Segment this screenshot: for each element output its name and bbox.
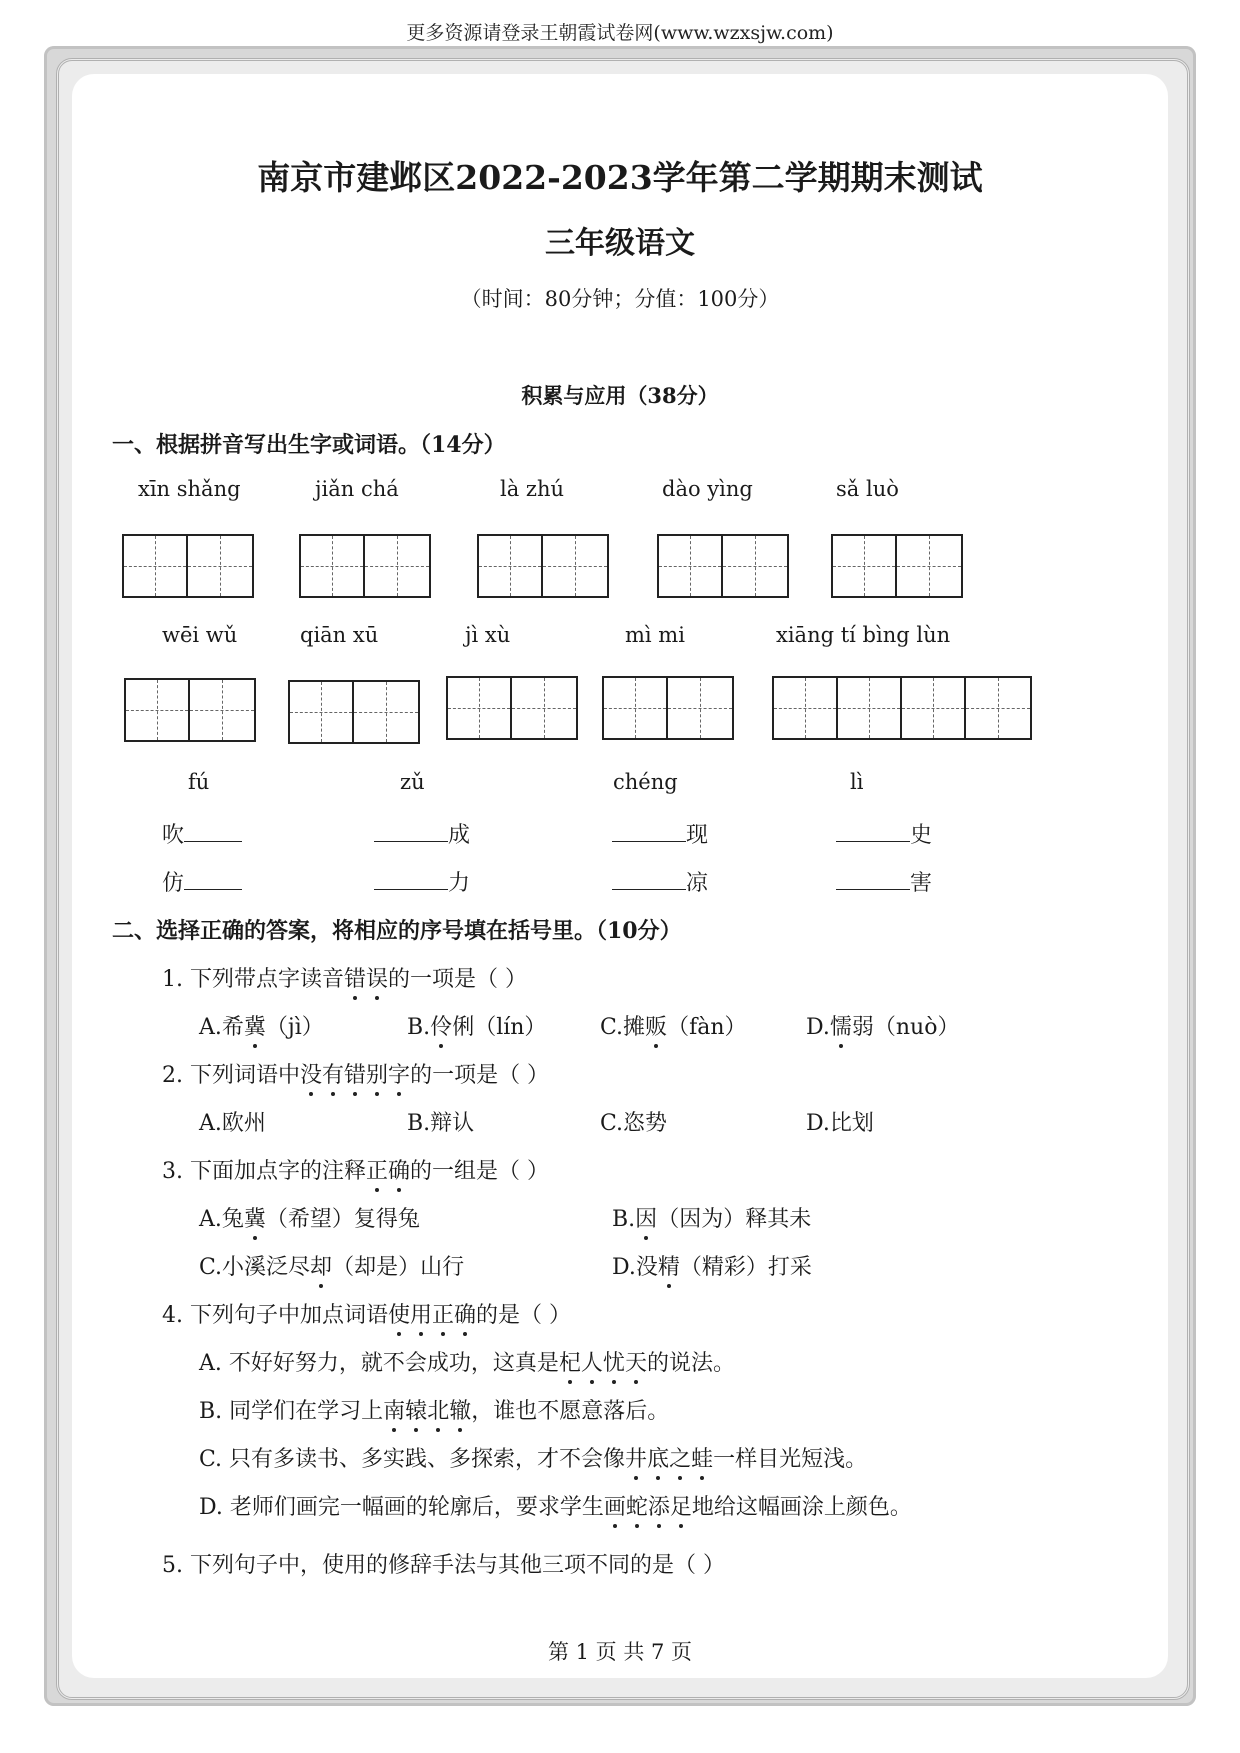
q1-option-c[interactable]: C.摊贩（fàn） — [600, 1015, 747, 1040]
q4-option-c[interactable]: C. 只有多读书、多实践、多探索，才不会像井底之蛙一样目光短浅。 — [199, 1447, 868, 1472]
exam-title: 南京市建邺区2022-2023学年第二学期期末测试 — [257, 158, 983, 197]
pinyin-label: xiāng tí bìng lùn — [776, 623, 951, 647]
writing-grid[interactable] — [299, 534, 431, 598]
dotted-word: 使用正确 — [387, 1303, 477, 1328]
section1-heading: 一、根据拼音写出生字或词语。（14分） — [112, 432, 506, 458]
pinyin-label: jì xù — [465, 623, 511, 647]
q1-option-d[interactable]: D.懦弱（nuò） — [806, 1015, 960, 1040]
q2-option-b[interactable]: B.辩认 — [407, 1111, 475, 1136]
exam-info: （时间：80分钟；分值：100分） — [460, 287, 780, 311]
pinyin-label: mì mi — [625, 623, 685, 647]
q1-option-b[interactable]: B.伶俐（lín） — [407, 1015, 547, 1040]
q3-option-a[interactable]: A.兔冀（希望）复得兔 — [199, 1207, 420, 1232]
q3-option-d[interactable]: D.没精（精彩）打采 — [612, 1255, 812, 1280]
pinyin-label: dào yìng — [662, 477, 753, 501]
q4-option-a[interactable]: A. 不好好努力，就不会成功，这真是杞人忧天的说法。 — [199, 1351, 735, 1376]
pinyin-label: sǎ luò — [836, 477, 899, 501]
writing-grid[interactable] — [122, 534, 254, 598]
question-1-stem: 1. 下列带点字读音错误的一项是（ ） — [162, 967, 528, 992]
q1-option-a[interactable]: A.希冀（jì） — [199, 1015, 324, 1040]
q3-option-b[interactable]: B.因（因为）释其未 — [612, 1207, 812, 1232]
exam-subtitle: 三年级语文 — [545, 226, 695, 261]
source-note: 更多资源请登录王朝霞试卷网(www.wzxsjw.com) — [406, 22, 834, 44]
pinyin-label: lì — [850, 770, 864, 794]
fill-blank-item[interactable]: 力 — [374, 866, 470, 897]
pinyin-label: chéng — [613, 770, 678, 794]
writing-grid[interactable] — [446, 676, 578, 740]
pinyin-label: qiān xū — [300, 623, 379, 647]
q3-option-c[interactable]: C.小溪泛尽却（却是）山行 — [199, 1255, 465, 1280]
fill-blank-item[interactable]: 害 — [836, 866, 932, 897]
question-4-stem: 4. 下列句子中加点词语使用正确的是（ ） — [162, 1303, 572, 1328]
fill-blank-item[interactable]: 仿 — [162, 866, 242, 897]
q2-option-d[interactable]: D.比划 — [806, 1111, 874, 1136]
pinyin-label: zǔ — [400, 770, 425, 794]
writing-grid[interactable] — [288, 680, 420, 744]
question-5-stem: 5. 下列句子中，使用的修辞手法与其他三项不同的是（ ） — [162, 1553, 725, 1578]
writing-grid[interactable] — [831, 534, 963, 598]
pinyin-label: là zhú — [500, 477, 565, 501]
page-number: 第 1 页 共 7 页 — [547, 1640, 693, 1664]
q4-option-d[interactable]: D. 老师们画完一幅画的轮廓后，要求学生画蛇添足地给这幅画涂上颜色。 — [199, 1495, 912, 1520]
q2-option-a[interactable]: A.欧州 — [199, 1111, 266, 1136]
pinyin-label: jiǎn chá — [315, 477, 399, 501]
part-title: 积累与应用（38分） — [521, 383, 719, 408]
fill-blank-item[interactable]: 现 — [612, 818, 708, 849]
fill-blank-item[interactable]: 吹 — [162, 818, 242, 849]
fill-blank-item[interactable]: 史 — [836, 818, 932, 849]
q2-option-c[interactable]: C.恣势 — [600, 1111, 668, 1136]
writing-grid[interactable] — [657, 534, 789, 598]
dotted-word: 错误 — [343, 967, 389, 992]
q4-option-b[interactable]: B. 同学们在学习上南辕北辙，谁也不愿意落后。 — [199, 1399, 670, 1424]
question-3-stem: 3. 下面加点字的注释正确的一组是（ ） — [162, 1159, 550, 1184]
dotted-word: 没有错别字 — [299, 1063, 411, 1088]
question-2-stem: 2. 下列词语中没有错别字的一项是（ ） — [162, 1063, 550, 1088]
fill-blank-item[interactable]: 凉 — [612, 866, 708, 897]
pinyin-label: wēi wǔ — [162, 623, 238, 647]
pinyin-label: xīn shǎng — [138, 477, 241, 501]
pinyin-label: fú — [188, 770, 210, 794]
dotted-word: 正确 — [365, 1159, 411, 1184]
writing-grid[interactable] — [602, 676, 734, 740]
writing-grid[interactable] — [477, 534, 609, 598]
writing-grid[interactable] — [124, 678, 256, 742]
writing-grid[interactable] — [772, 676, 1032, 740]
fill-blank-item[interactable]: 成 — [374, 818, 470, 849]
section2-heading: 二、选择正确的答案，将相应的序号填在括号里。（10分） — [112, 918, 682, 944]
